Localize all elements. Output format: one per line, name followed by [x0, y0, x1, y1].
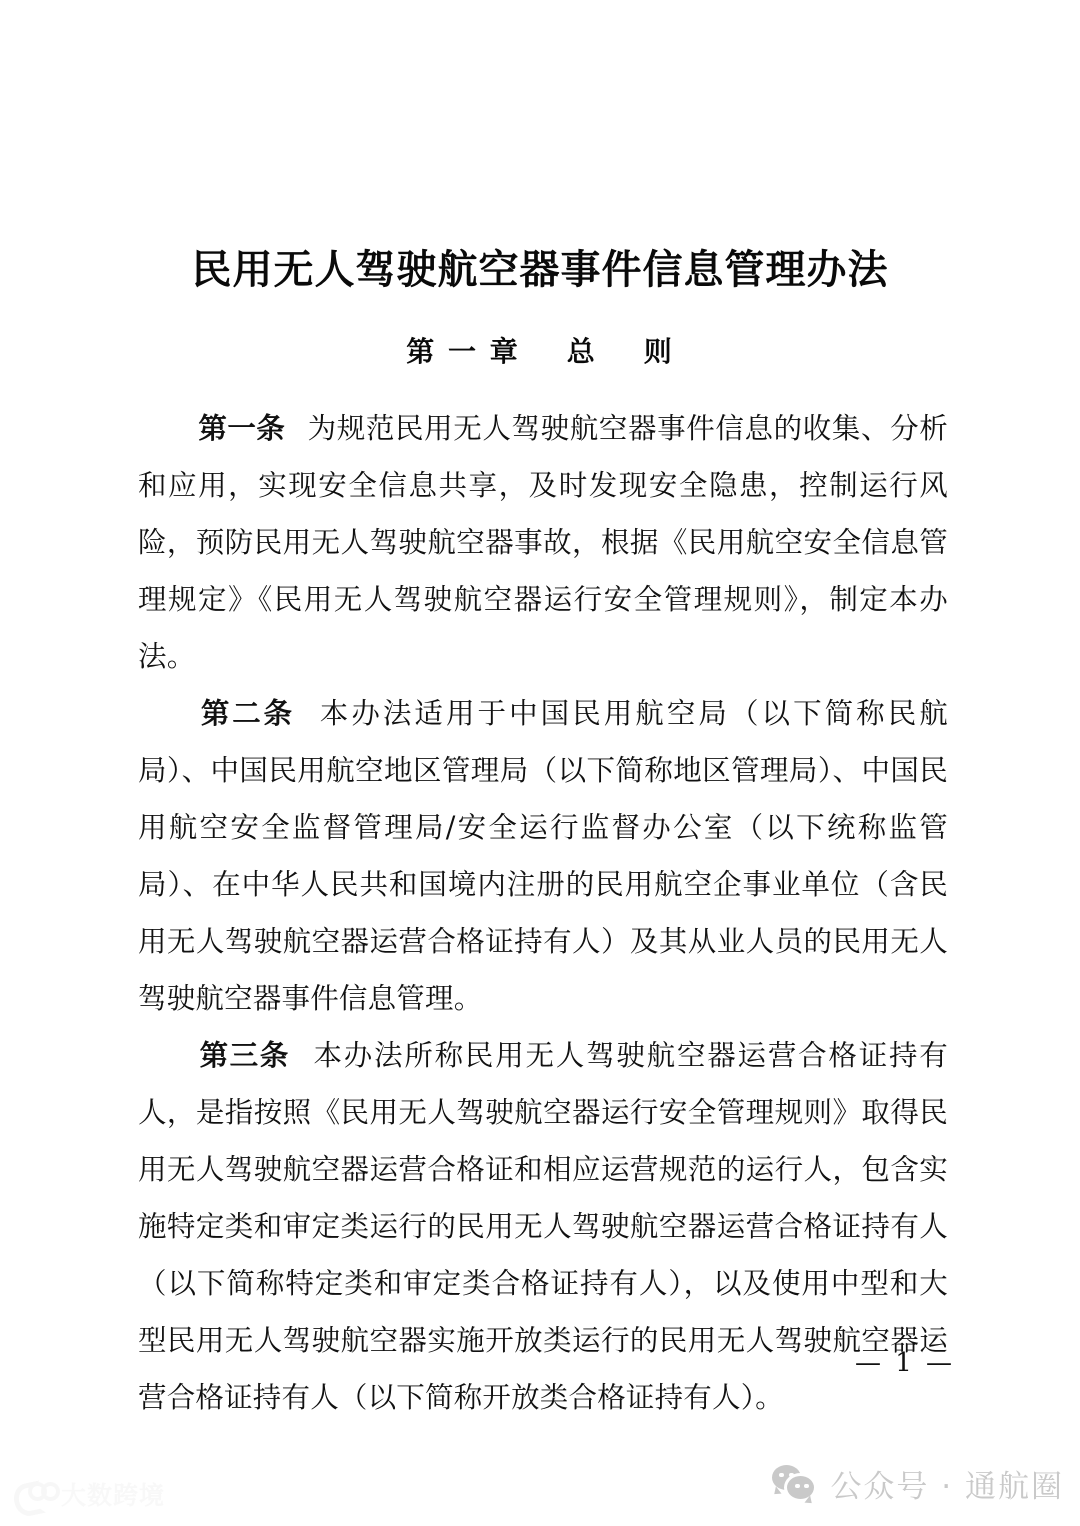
- page-title: 民用无人驾驶航空器事件信息管理办法: [191, 245, 889, 293]
- page-number-value: — 1 —: [854, 1348, 956, 1378]
- article-paragraph: [138, 685, 948, 1027]
- article-list: [138, 400, 948, 1426]
- watermark-right-label: 公众号 · 通航圈: [830, 1469, 1064, 1505]
- watermark-left-label: 大数跨境: [61, 1481, 166, 1510]
- watermark-bottom-right: [772, 1461, 1064, 1506]
- chapter-heading: 第 一 章 总 则: [406, 335, 674, 368]
- article-text: 本办法所称民用无人驾驶航空器运营合格证持有人，是指按照《民用无人驾驶航空器运行安全管理规则》取得民用无人驾驶航空器运营合格证和相应运营规范的运行人，包含实施特定类和审定类运行的民用无人驾驶航空器运营合格证持有人（以下简称特定类和审定类合格证持有人），以及使用中型和大型民用无人驾驶航空器实施开放类运行的民用无人驾驶航空器运营合格证持有人（以下简称开放类合格证持有人）。: [138, 1039, 948, 1414]
- page-number: [0, 1348, 1080, 1378]
- article-label: 第二条: [198, 697, 295, 730]
- watermark-bottom-left: [14, 1476, 165, 1512]
- article-text: 本办法适用于中国民用航空局（以下简称民航局）、中国民用航空地区管理局（以下简称地区管理局）、中国民用航空安全监督管理局/安全运行监督办公室（以下统称监管局）、在中华人民共和国境内注册的民用航空企事业单位（含民用无人驾驶航空器运营合格证持有人）及其从业人员的民用无人驾驶航空器事件信息管理。: [138, 697, 948, 1015]
- article-paragraph: [138, 400, 948, 685]
- brand-logo-icon: [14, 1479, 54, 1509]
- article-text: 为规范民用无人驾驶航空器事件信息的收集、分析和应用，实现安全信息共享，及时发现安全隐患，控制运行风险，预防民用无人驾驶航空器事故，根据《民用航空安全信息管理规定》《民用无人驾驶航空器运行安全管理规则》，制定本办法。: [138, 412, 948, 673]
- article-label: 第三条: [198, 1039, 290, 1072]
- wechat-icon: [772, 1465, 818, 1503]
- article-label: 第一条: [198, 412, 286, 445]
